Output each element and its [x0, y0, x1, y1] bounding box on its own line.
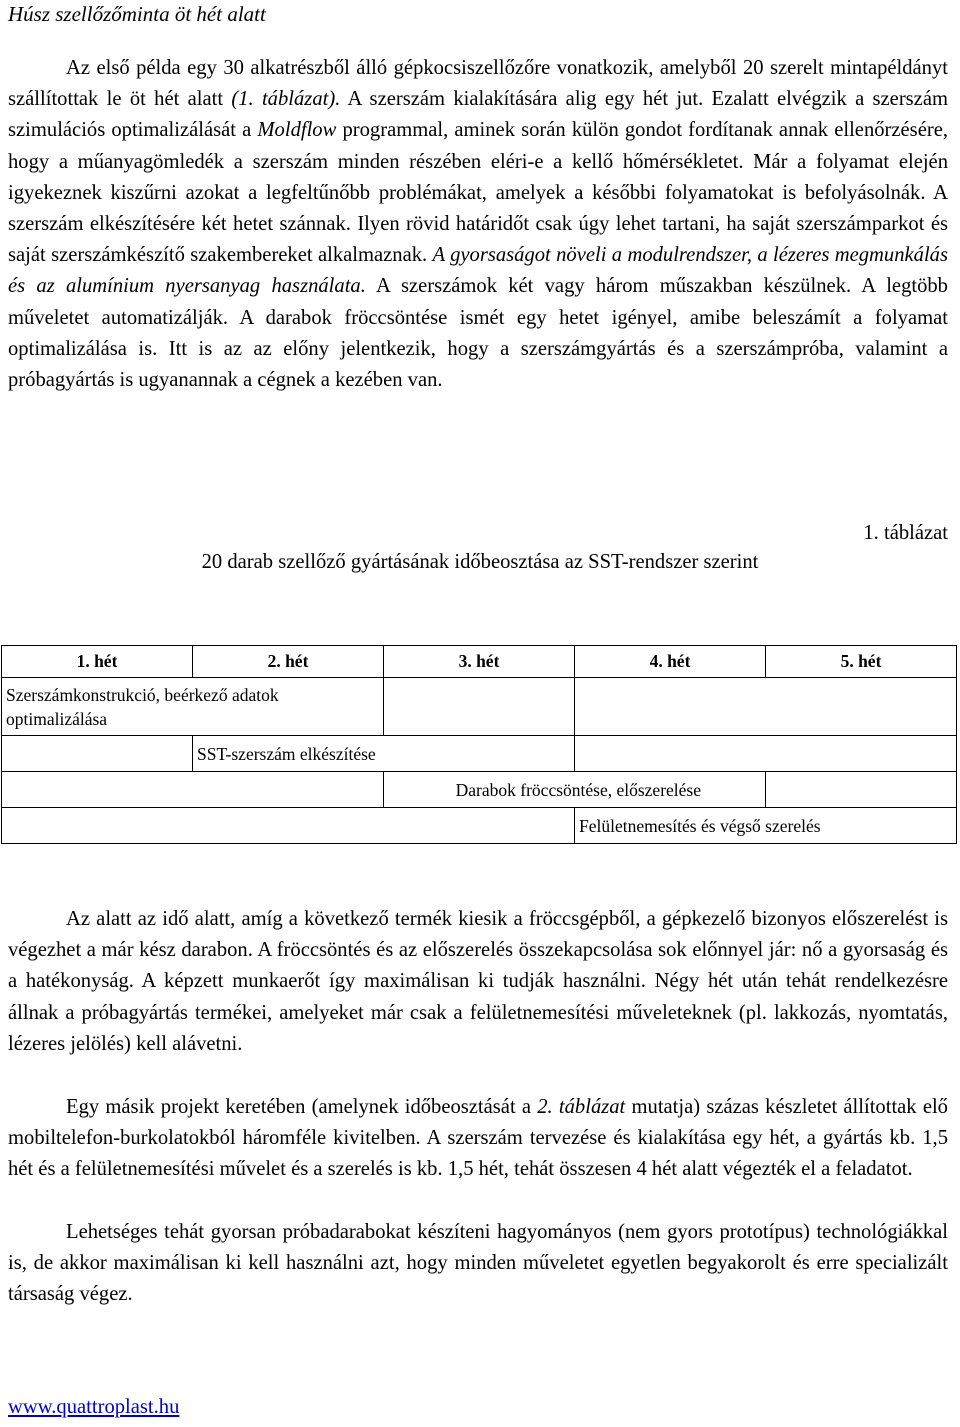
empty-cell [2, 772, 384, 808]
task-finishing: Felületnemesítés és végső szerelés [575, 808, 957, 844]
table-row [2, 736, 957, 772]
table-row [2, 772, 957, 808]
task-design: Szerszámkonstrukció, beérkező adatok optimalizálása [2, 678, 384, 736]
empty-cell [384, 678, 575, 736]
p1-table-ref: (1. táblázat). [231, 88, 341, 111]
task-tooling: SST-szerszám elkészítése [193, 736, 575, 772]
paragraph-2: Az alatt az idő alatt, amíg a következő termék kiesik a fröccsgépből, a gépkezelő bizonyos előszerelést is végezhet a már kész darabon. A fröccsöntés és az előszerelés összekapcsolása sok előnnyel jár: nő a gyorsaság és a hatékonyság. A képzett munkaerőt így maximálisan ki tudják használni. Négy hét után tehát rendelkezésre állnak a próbagyártás termékei, amelyeket már csak a felületnemesítési műveleteknek (pl. lakkozás, nyomtatás, lézeres jelölés) kell alávetni. [8, 908, 948, 1055]
p3-table-ref: 2. táblázat [537, 1096, 626, 1118]
p1-text-d: A szerszámok két vagy három műszakban készülnek. A legtöbb műveletet automatizálják. A darabok fröccsöntése ismét egy hetet igényel, amibe beleszámít a folyamat optimalizálása is. Itt is az az előny jelentkezik, hogy a szerszámgyártás és a szerszámpróba, valamint a próbagyártás is ugyanannak a cégnek a kezében van. [8, 275, 948, 392]
table-header-row [2, 646, 957, 678]
table-caption: 20 darab szellőző gyártásának időbeosztása az SST-rendszer szerint [201, 551, 759, 573]
empty-cell [575, 736, 957, 772]
section-heading: Húsz szellőzőminta öt hét alatt [8, 2, 266, 26]
p1-italic-sentence: A gyorsaságot növeli a modulrendszer, a lézeres megmunkálás és az alumínium nyersanyag használata. [8, 244, 948, 298]
p1-text-c: programmal, aminek során külön gondot fordítanak annak ellenőrzésére, hogy a műanyagömledék a szerszám minden részében eléri-e a kellő hőmérsékletet. Már a folyamat elején igyekeznek kiszűrni azokat a legfeltűnőbb problémákat, amelyek a későbbi folyamatokat is befolyásolnák. A szerszám elkészítésére két hetet szánnak. Ilyen rövid határidőt csak úgy lehet tartani, ha saját szerszámparkot és saját szerszámkészítő szakembereket alkalmaznak. [8, 119, 948, 267]
p3-text-b: mutatja) százas készletet állítottak elő mobiltelefon-burkolatokból háromféle kivitelben. A szerszám tervezése és kialakítása egy hét, a gyártás kb. 1,5 hét és a felületnemesítési művelet és a szerelés is kb. 1,5 hét, tehát összesen 4 hét alatt végezték el a feladatot. [8, 1096, 948, 1181]
empty-cell [2, 736, 193, 772]
header-week-3: 3. hét [384, 646, 575, 678]
paragraph-4: Lehetséges tehát gyorsan próbadarabokat készíteni hagyományos (nem gyors prototípus) technológiákkal is, de akkor maximálisan ki kell használni azt, hogy minden műveletet egyetlen begyakorolt és erre specializált társaság végez. [8, 1221, 948, 1306]
empty-cell [766, 772, 957, 808]
empty-cell [575, 678, 957, 736]
task-molding-label: Darabok fröccsöntése, előszerelése [455, 779, 701, 800]
header-week-5: 5. hét [766, 646, 957, 678]
p1-text-b: A szerszám kialakítására alig egy hét jut. Ezalatt elvégzik a szerszám szimulációs optimalizálását a [8, 88, 948, 142]
table-row [2, 678, 957, 736]
task-molding [384, 772, 766, 808]
header-week-1: 1. hét [2, 646, 193, 678]
table-row [2, 808, 957, 844]
p1-text-a: Az első példa egy 30 alkatrészből álló gépkocsiszellőzőre vonatkozik, amelyből 20 szerelt mintapéldányt szállítottak le öt hét alatt [8, 57, 948, 111]
p1-moldflow: Moldflow [257, 119, 337, 142]
paragraph-1 [8, 53, 948, 396]
p3-text-a: Egy másik projekt keretében (amelynek időbeosztását a [66, 1096, 538, 1118]
table-label: 1. táblázat [863, 522, 948, 544]
header-week-4: 4. hét [575, 646, 766, 678]
paragraph-3 [8, 1092, 948, 1186]
empty-cell [2, 808, 575, 844]
header-week-2: 2. hét [193, 646, 384, 678]
schedule-table [1, 645, 957, 844]
website-link[interactable]: www.quattroplast.hu [8, 1396, 180, 1418]
